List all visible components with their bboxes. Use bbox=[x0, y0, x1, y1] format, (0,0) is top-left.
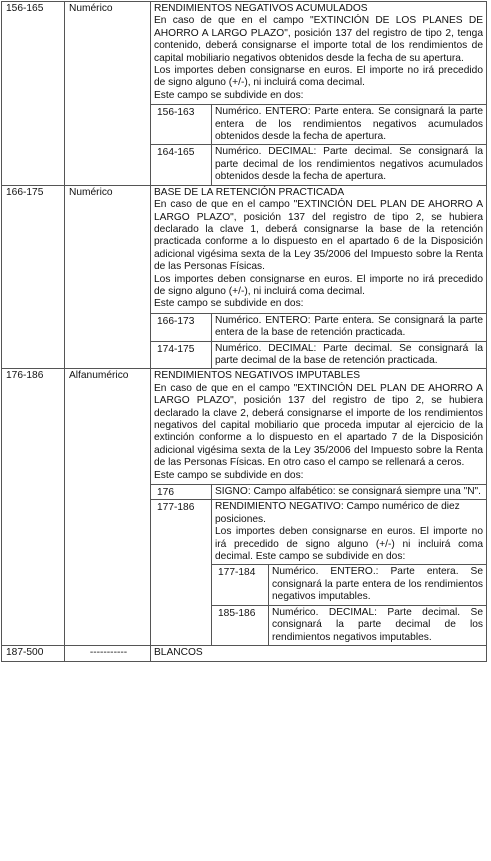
field-title: BLANCOS bbox=[154, 646, 203, 658]
field-position: 166-175 bbox=[2, 185, 65, 369]
field-content bbox=[151, 2, 487, 186]
subfield-table bbox=[151, 484, 486, 645]
nested-subfield-position: 185-186 bbox=[212, 605, 269, 645]
subfield-position: 164-165 bbox=[151, 145, 212, 185]
table-row bbox=[2, 369, 487, 646]
table-row bbox=[2, 645, 487, 661]
field-definition-table bbox=[1, 1, 487, 662]
subfield-note: Los importes deben consignarse en euros. El importe no irá precedido de signo alguno (+/-) ni incluirá coma decimal. Este campo se subdivide en dos: bbox=[215, 526, 483, 563]
subfield-row bbox=[151, 145, 486, 185]
subfield-row bbox=[151, 485, 486, 500]
field-type: Alfanumérico bbox=[65, 369, 151, 646]
record-layout-document bbox=[1, 1, 487, 662]
field-description: En caso de que en el campo "EXTINCIÓN DEL PLAN DE AHORRO A LARGO PLAZO", posición 137 del registro de tipo 2, se hubiera declarado la clave 2, deberá consignarse el importe de los rendimientos negativos del capital mobiliario que proceda imputar al ejercicio de la extinción conforme a lo dispuesto en el apartado 7 de la Disposición adicional vigésima sexta de la Ley 35/2006 del Impuesto sobre la Renta de las Personas Físicas. En otro caso el campo se rellenará a ceros. bbox=[154, 382, 483, 469]
subfield-content bbox=[212, 500, 487, 645]
subfield-row bbox=[151, 105, 486, 145]
field-position: 176-186 bbox=[2, 369, 65, 646]
subfield-text: Numérico. ENTERO: Parte entera. Se consignará la parte entera de la base de retención practicada. bbox=[212, 313, 487, 341]
nested-subfield-row bbox=[212, 605, 486, 645]
nested-subfield-row bbox=[212, 565, 486, 605]
field-note: Los importes deben consignarse en euros. El importe no irá precedido de signo alguno (+/-), ni incluirá coma decimal. bbox=[154, 65, 483, 89]
table-row bbox=[2, 2, 487, 186]
field-subdivide-text: Este campo se subdivide en dos: bbox=[154, 298, 304, 310]
table-row bbox=[2, 185, 487, 369]
subfield-text: SIGNO: Campo alfabético: se consignará siempre una "N". bbox=[212, 485, 487, 500]
subfield-title: RENDIMIENTO NEGATIVO: Campo numérico de diez posiciones. bbox=[215, 501, 460, 525]
nested-subfield-text: Numérico. ENTERO.: Parte entera. Se consignará la parte entera de los rendimientos negativos imputables. bbox=[269, 565, 487, 605]
subfield-text: Numérico. ENTERO: Parte entera. Se consignará la parte entera de los rendimientos negativos acumulados obtenidos desde la fecha de apertura. bbox=[212, 105, 487, 145]
subfield-position: 156-163 bbox=[151, 105, 212, 145]
field-subdivide-text: Este campo se subdivide en dos: bbox=[154, 89, 304, 101]
field-note: Los importes deben consignarse en euros. El importe no irá precedido de signo alguno (+/-), ni incluirá coma decimal. bbox=[154, 273, 483, 297]
field-position: 156-165 bbox=[2, 2, 65, 186]
field-type: Numérico bbox=[65, 185, 151, 369]
nested-subfield-position: 177-184 bbox=[212, 565, 269, 605]
subfield-row bbox=[151, 341, 486, 368]
field-content bbox=[151, 369, 487, 646]
subfield-position: 166-173 bbox=[151, 313, 212, 341]
subfield-text: Numérico. DECIMAL: Parte decimal. Se consignará la parte decimal de la base de retención practicada. bbox=[212, 341, 487, 368]
subfield-position: 177-186 bbox=[151, 500, 212, 645]
subfield-table bbox=[151, 313, 486, 369]
field-content bbox=[151, 185, 487, 369]
field-title: RENDIMIENTOS NEGATIVOS IMPUTABLES bbox=[154, 370, 361, 382]
field-description: En caso de que en el campo "EXTINCIÓN DE LOS PLANES DE AHORRO A LARGO PLAZO", posición 137 del registro de tipo 2, tenga contenido, deberá consignarse el importe total de los rendimientos de capital mobiliario negativos obtenidos desde la fecha de su apertura. bbox=[154, 15, 483, 64]
subfield-text: Numérico. DECIMAL: Parte decimal. Se consignará la parte decimal de los rendimientos negativos acumulados obtenidos desde la fecha de apertura. bbox=[212, 145, 487, 185]
field-subdivide-text: Este campo se subdivide en dos: bbox=[154, 469, 304, 481]
field-type: ----------- bbox=[65, 645, 151, 661]
nested-subfield-text: Numérico. DECIMAL: Parte decimal. Se consignará la parte decimal de los rendimientos negativos imputables. bbox=[269, 605, 487, 645]
field-title: BASE DE LA RETENCIÓN PRACTICADA bbox=[154, 186, 345, 198]
field-title: RENDIMIENTOS NEGATIVOS ACUMULADOS bbox=[154, 3, 368, 14]
subfield-table bbox=[151, 104, 486, 184]
nested-subfield-table bbox=[212, 564, 486, 644]
field-description: En caso de que en el campo "EXTINCIÓN DEL PLAN DE AHORRO A LARGO PLAZO", posición 137 del registro de tipo 2, se hubiera declarado la clave 1, deberá consignarse la base de la retención practicada conforme a lo dispuesto en el apartado 6 de la Disposición adicional vigésima sexta de la Ley 35/2006 del Impuesto sobre la Renta de las Personas Físicas. bbox=[154, 199, 483, 273]
subfield-position: 176 bbox=[151, 485, 212, 500]
subfield-row bbox=[151, 500, 486, 645]
subfield-position: 174-175 bbox=[151, 341, 212, 368]
field-position: 187-500 bbox=[2, 645, 65, 661]
subfield-row bbox=[151, 313, 486, 341]
field-type: Numérico bbox=[65, 2, 151, 186]
field-content bbox=[151, 645, 487, 661]
